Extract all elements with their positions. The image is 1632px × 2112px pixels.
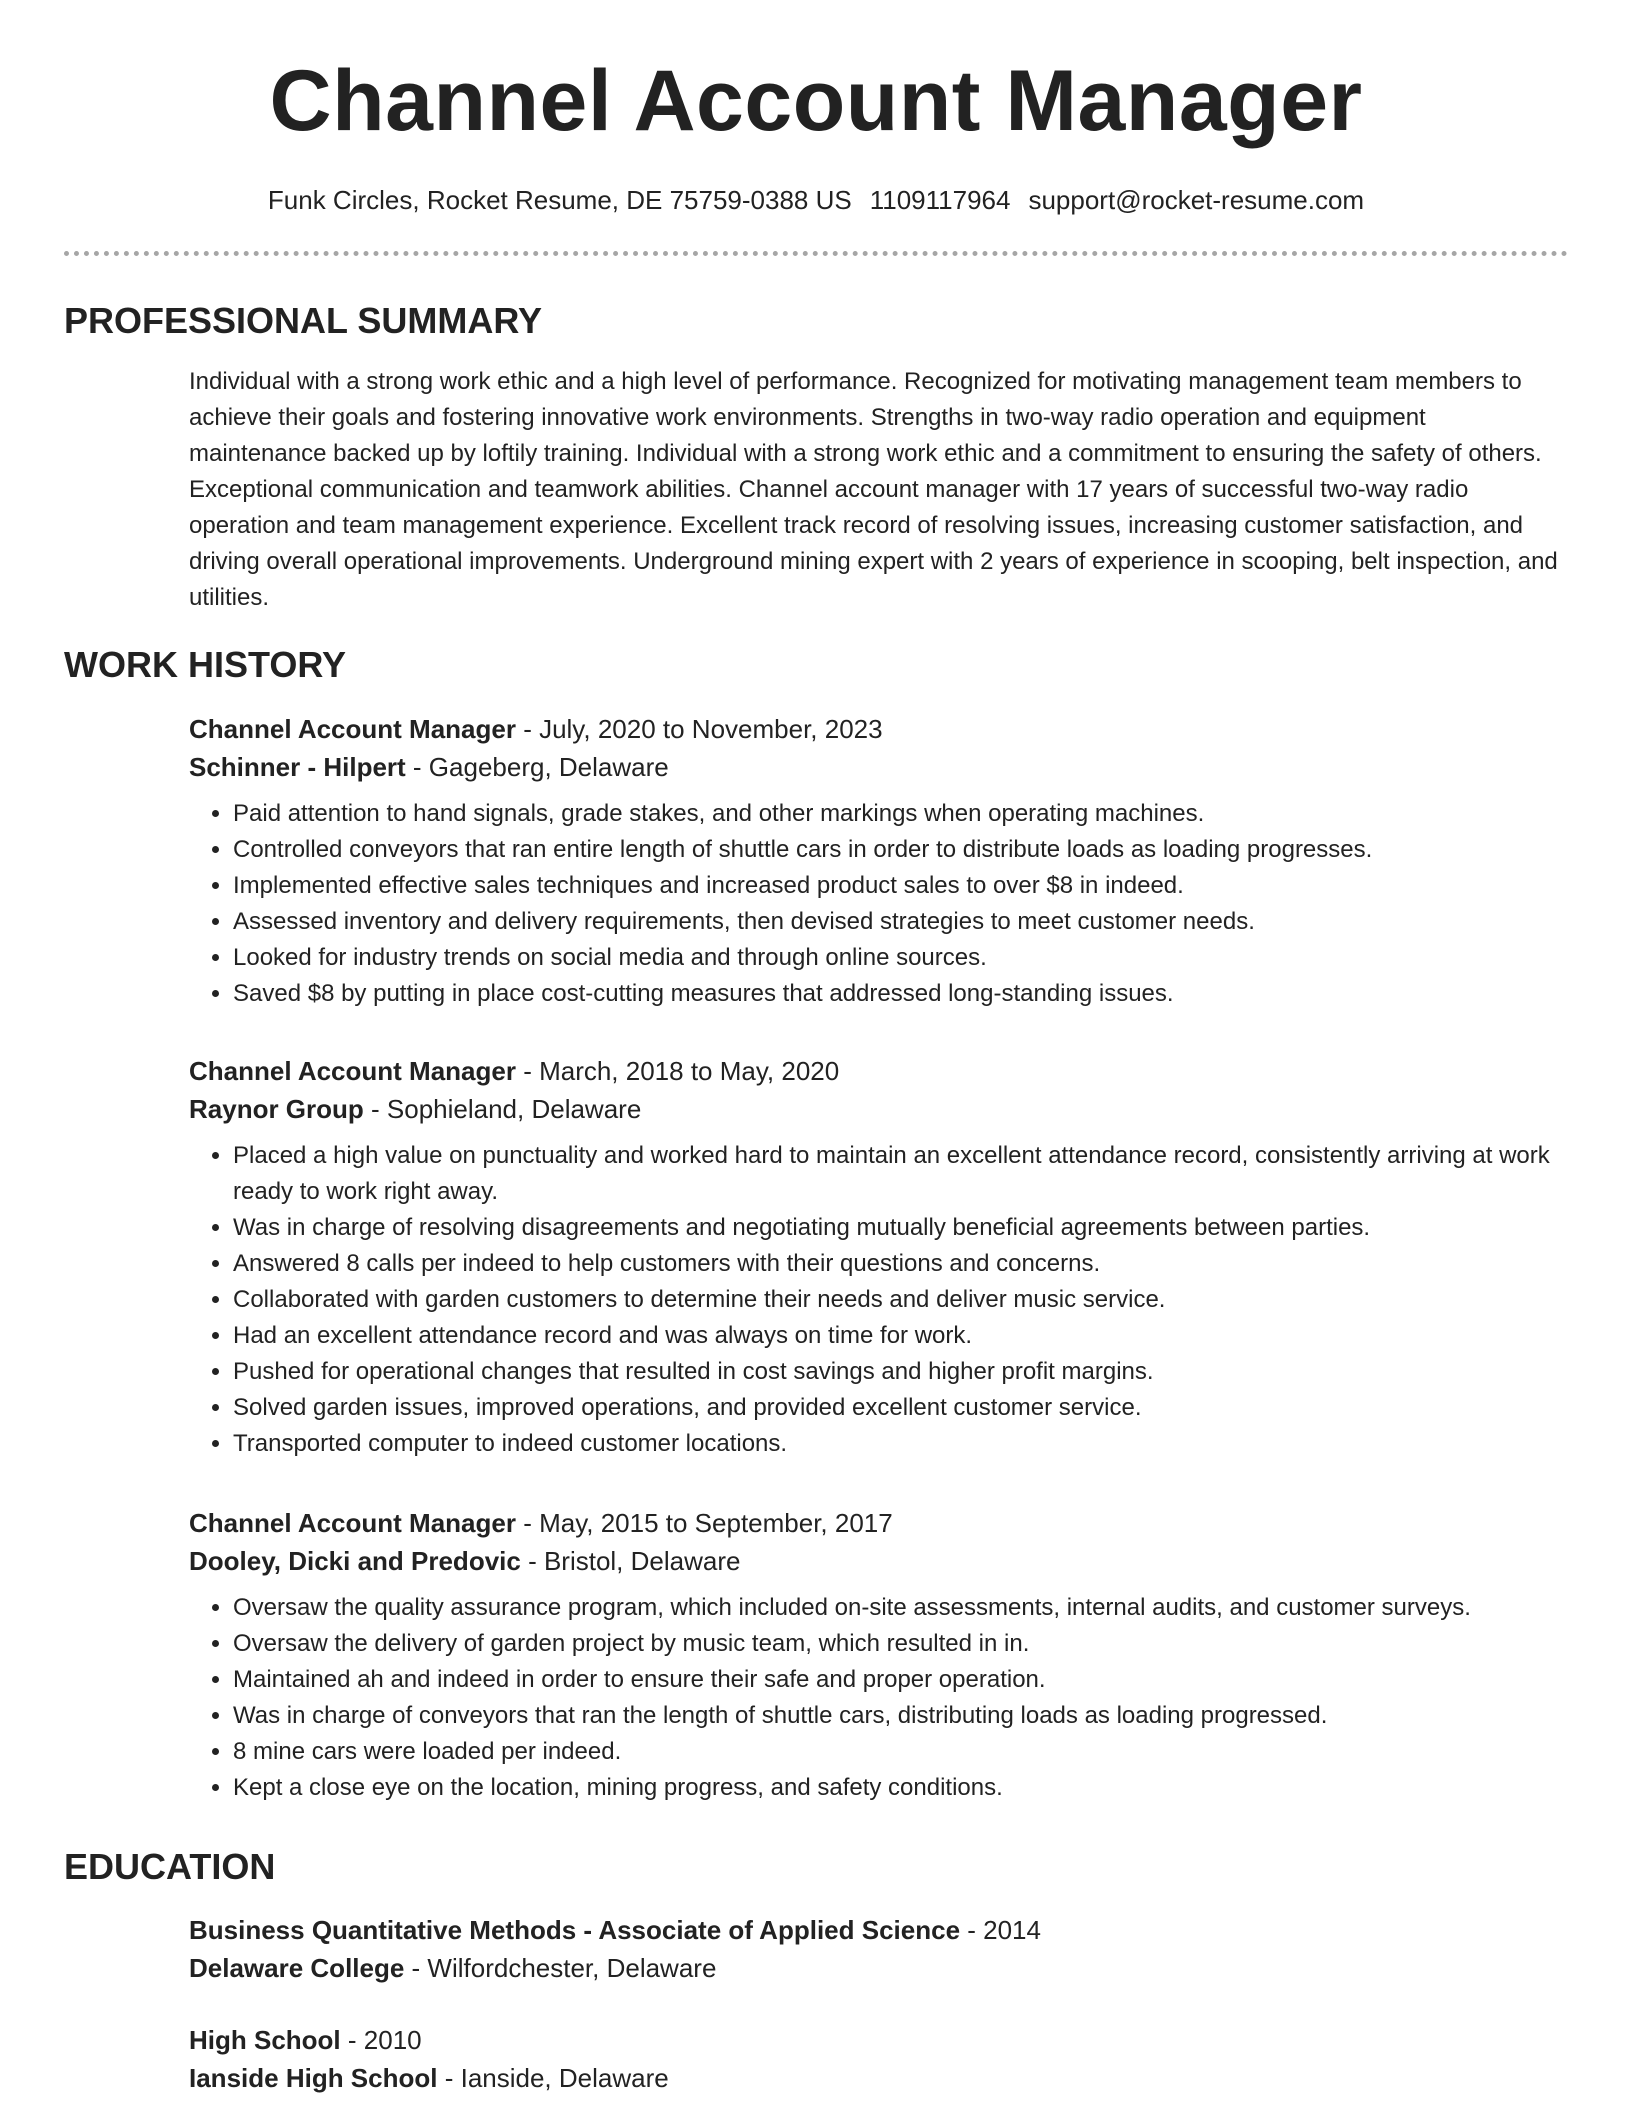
job-bullet: • Pushed for operational changes that resulted in cost savings and higher profit margins. bbox=[233, 1354, 1569, 1390]
job-bullet: • Oversaw the delivery of garden project by music team, which resulted in in. bbox=[233, 1626, 1569, 1662]
education-school: Ianside High School bbox=[189, 2063, 438, 2093]
job-bullet: • Controlled conveyors that ran entire length of shuttle cars in order to distribute loads as loading progresses. bbox=[233, 832, 1569, 868]
education-school-line bbox=[189, 1949, 1569, 1987]
contact-email: support@rocket-resume.com bbox=[1028, 185, 1365, 215]
education-school: Delaware College bbox=[189, 1953, 405, 1983]
job-dates: - May, 2015 to September, 2017 bbox=[515, 1508, 893, 1538]
job-heading bbox=[189, 1504, 1569, 1542]
job-bullet: • Was in charge of resolving disagreements and negotiating mutually beneficial agreements between parties. bbox=[233, 1210, 1569, 1246]
job-bullet: • Paid attention to hand signals, grade stakes, and other markings when operating machines. bbox=[233, 796, 1569, 832]
contact-line bbox=[0, 183, 1632, 217]
education-location: - Ianside, Delaware bbox=[437, 2063, 669, 2093]
resume-name: Channel Account Manager bbox=[269, 53, 1363, 149]
job-company: Schinner - Hilpert bbox=[189, 752, 406, 782]
job-bullet: • Kept a close eye on the location, mining progress, and safety conditions. bbox=[233, 1770, 1569, 1806]
education-degree-line bbox=[189, 2021, 1569, 2059]
contact-phone: 1109117964 bbox=[869, 185, 1011, 215]
education-degree: High School bbox=[189, 2025, 341, 2055]
job-bullet-list bbox=[189, 1138, 1569, 1462]
job-role: Channel Account Manager bbox=[189, 714, 516, 744]
job-bullet: • Oversaw the quality assurance program, which included on-site assessments, internal audits, and customer surveys. bbox=[233, 1590, 1569, 1626]
job-location: - Gageberg, Delaware bbox=[405, 752, 669, 782]
section-title-summary: PROFESSIONAL SUMMARY bbox=[64, 300, 543, 341]
job-bullet-list bbox=[189, 796, 1569, 1012]
job-entry bbox=[189, 710, 1569, 1012]
job-bullet: • Solved garden issues, improved operations, and provided excellent customer service. bbox=[233, 1390, 1569, 1426]
job-bullet: • Implemented effective sales techniques and increased product sales to over $8 in indeed. bbox=[233, 868, 1569, 904]
education-degree: Business Quantitative Methods - Associate of Applied Science bbox=[189, 1915, 961, 1945]
education-year: - 2010 bbox=[340, 2025, 422, 2055]
job-bullet: • Answered 8 calls per indeed to help customers with their questions and concerns. bbox=[233, 1246, 1569, 1282]
job-role: Channel Account Manager bbox=[189, 1056, 516, 1086]
education-location: - Wilfordchester, Delaware bbox=[404, 1953, 717, 1983]
job-employer bbox=[189, 1542, 1569, 1580]
education-entry bbox=[189, 2021, 1569, 2097]
job-bullet: • Collaborated with garden customers to determine their needs and deliver music service. bbox=[233, 1282, 1569, 1318]
job-bullet: • Assessed inventory and delivery requirements, then devised strategies to meet customer needs. bbox=[233, 904, 1569, 940]
job-bullet: • Saved $8 by putting in place cost-cutting measures that addressed long-standing issues. bbox=[233, 976, 1569, 1012]
job-company: Dooley, Dicki and Predovic bbox=[189, 1546, 521, 1576]
job-heading bbox=[189, 1052, 1569, 1090]
job-entry bbox=[189, 1504, 1569, 1806]
job-entry bbox=[189, 1052, 1569, 1462]
job-dates: - March, 2018 to May, 2020 bbox=[515, 1056, 840, 1086]
job-bullet: • Looked for industry trends on social media and through online sources. bbox=[233, 940, 1569, 976]
education-school-line bbox=[189, 2059, 1569, 2097]
section-title-education: EDUCATION bbox=[64, 1846, 276, 1887]
job-location: - Bristol, Delaware bbox=[520, 1546, 741, 1576]
job-heading bbox=[189, 710, 1569, 748]
contact-address: Funk Circles, Rocket Resume, DE 75759-0388 US bbox=[267, 185, 852, 215]
summary-text: Individual with a strong work ethic and a high level of performance. Recognized for motivating management team members to achieve their goals and fostering innovative work environments. Strengths in two-way radio operation and equipment maintenance backed up by loftily training. Individual with a strong work ethic and a commitment to ensuring the safety of others. Exceptional communication and teamwork abilities. Channel account manager with 17 years of successful two-way radio operation and team management experience. Excellent track record of resolving issues, increasing customer satisfaction, and driving overall operational improvements. Underground mining expert with 2 years of experience in scooping, belt inspection, and utilities. bbox=[189, 368, 1558, 611]
job-bullet: • Placed a high value on punctuality and worked hard to maintain an excellent attendance record, consistently arriving at work ready to work right away. bbox=[233, 1138, 1569, 1210]
job-employer bbox=[189, 1090, 1569, 1128]
job-company: Raynor Group bbox=[189, 1094, 364, 1124]
job-role: Channel Account Manager bbox=[189, 1508, 516, 1538]
job-bullet: • Transported computer to indeed customer locations. bbox=[233, 1426, 1569, 1462]
job-location: - Sophieland, Delaware bbox=[363, 1094, 642, 1124]
education-degree-line bbox=[189, 1911, 1569, 1949]
header-divider bbox=[64, 251, 1568, 256]
job-bullet: • Was in charge of conveyors that ran the length of shuttle cars, distributing loads as loading progressed. bbox=[233, 1698, 1569, 1734]
education-year: - 2014 bbox=[960, 1915, 1041, 1945]
job-bullet-list bbox=[189, 1590, 1569, 1806]
job-bullet: • Had an excellent attendance record and was always on time for work. bbox=[233, 1318, 1569, 1354]
education-entry bbox=[189, 1911, 1569, 1987]
job-bullet: • 8 mine cars were loaded per indeed. bbox=[233, 1734, 1569, 1770]
section-title-work-history: WORK HISTORY bbox=[64, 644, 347, 685]
job-employer bbox=[189, 748, 1569, 786]
job-dates: - July, 2020 to November, 2023 bbox=[515, 714, 883, 744]
job-bullet: • Maintained ah and indeed in order to ensure their safe and proper operation. bbox=[233, 1662, 1569, 1698]
